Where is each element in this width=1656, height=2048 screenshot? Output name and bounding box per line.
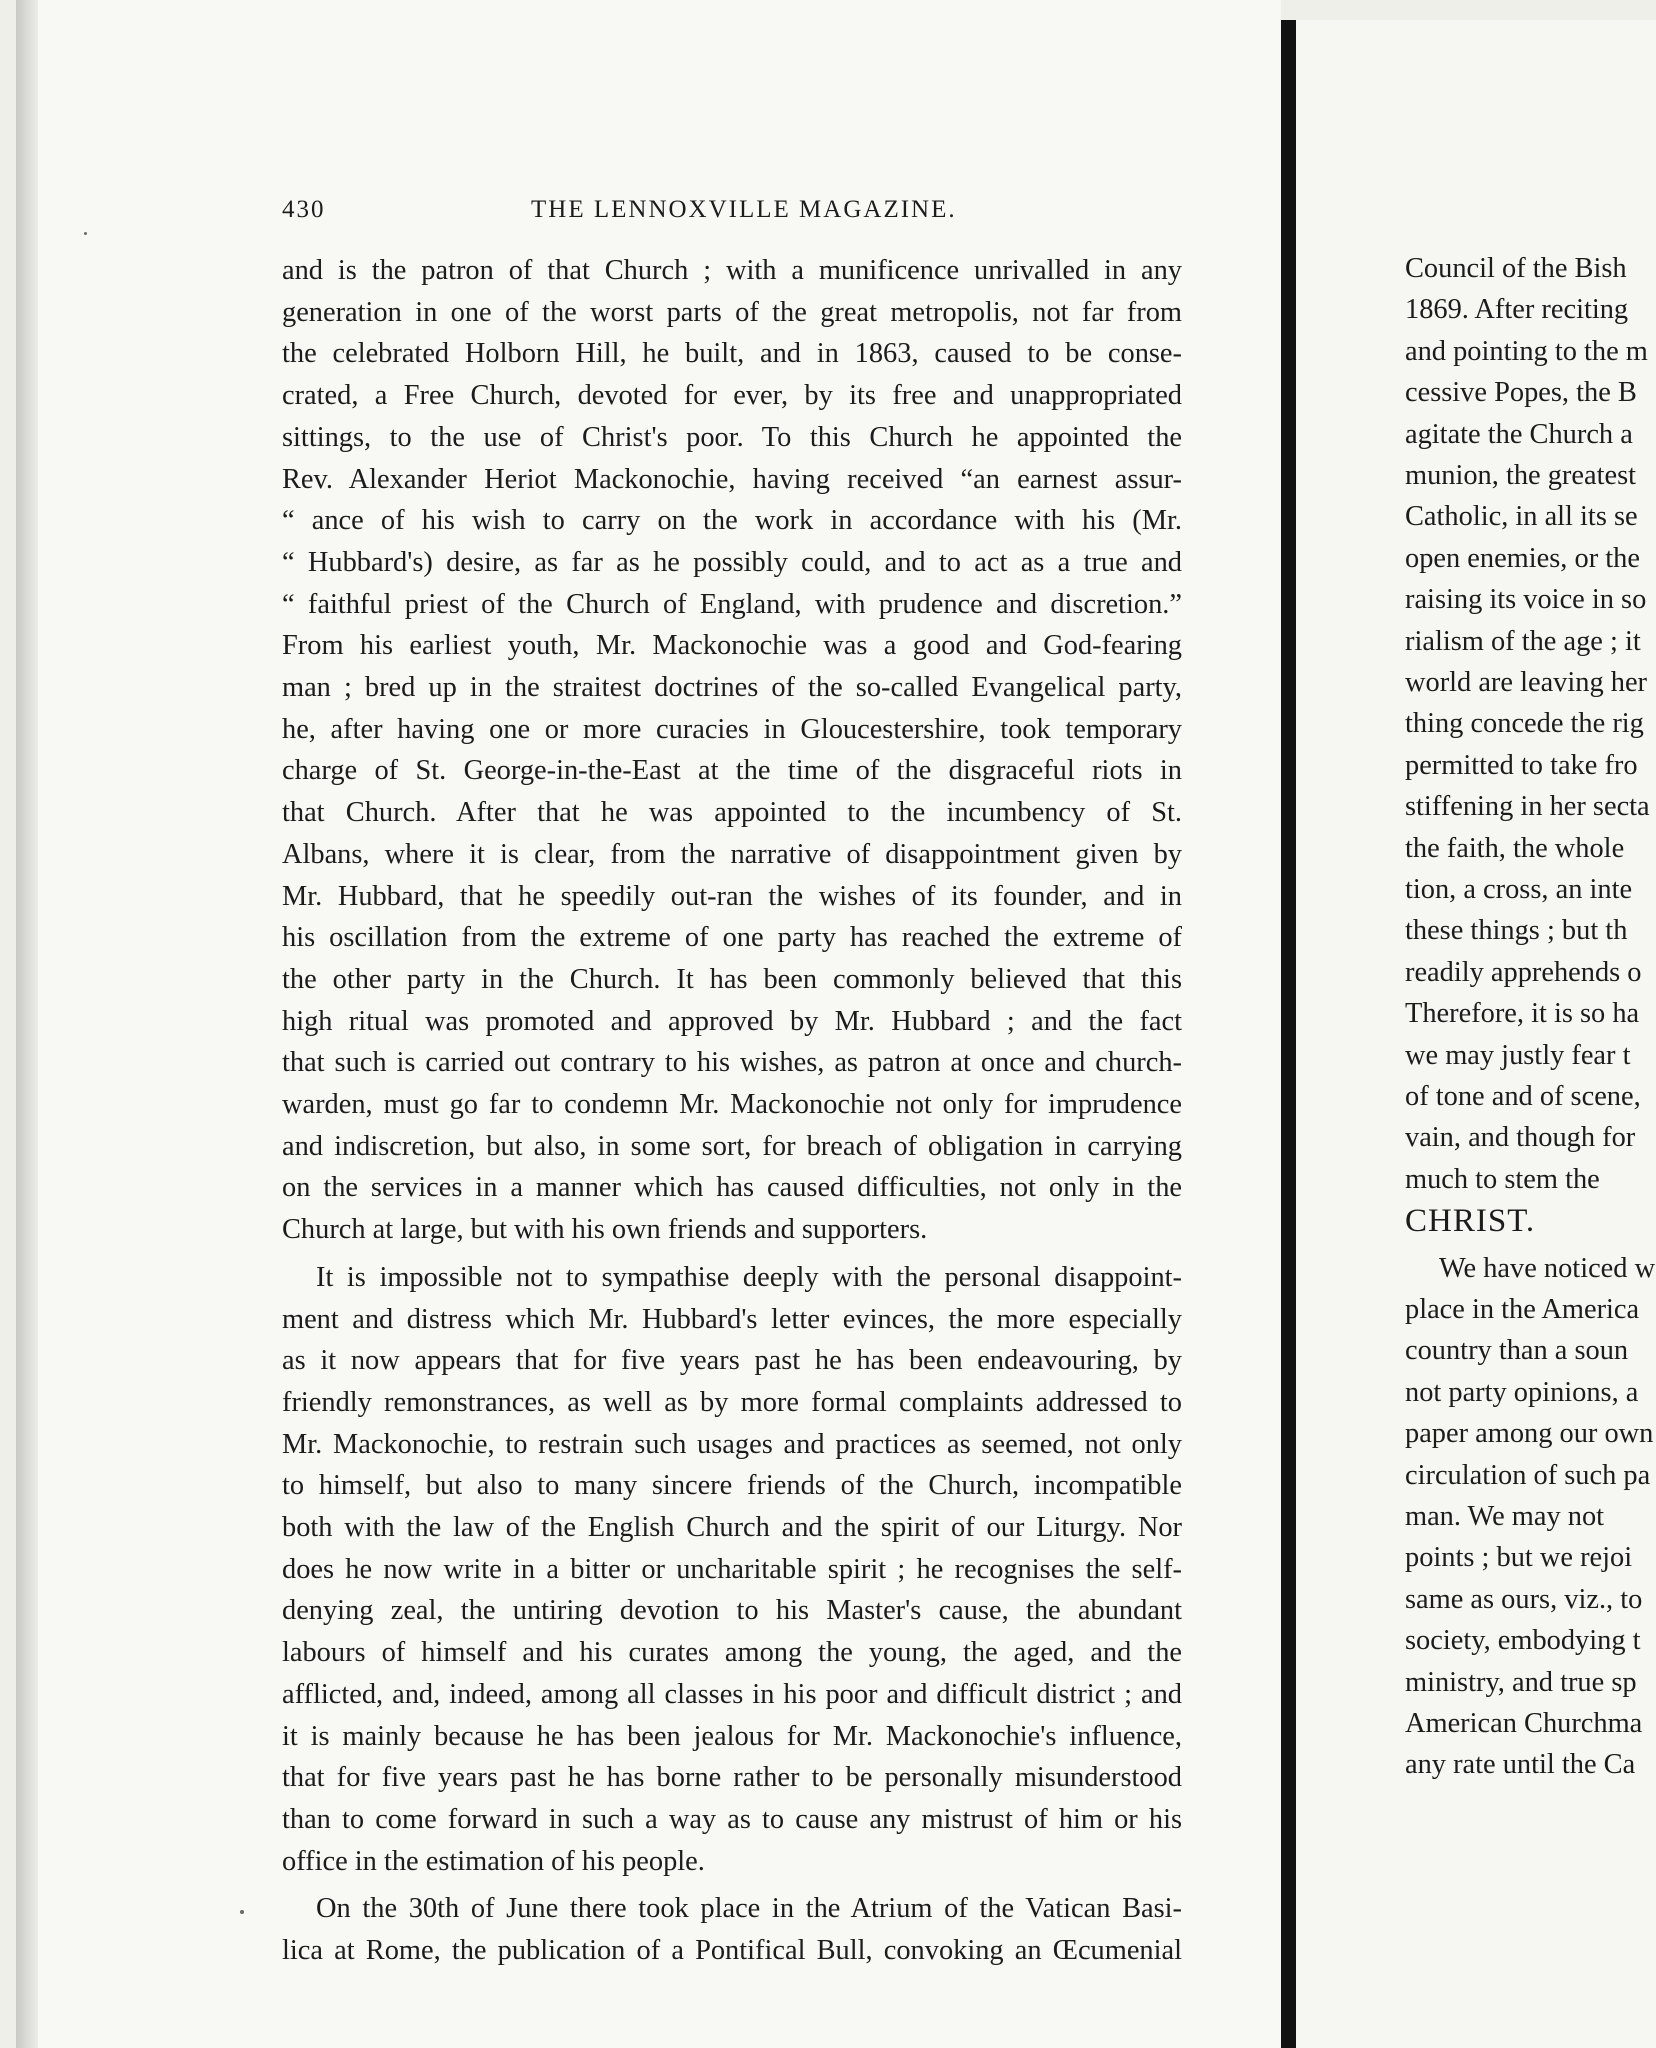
text-line-fragment: agitate the Church a: [1405, 418, 1633, 450]
text-line: and is the patron of that Church ; with a munificence unrivalled in any: [282, 255, 1182, 286]
text-line: that Church. After that he was appointed to the incumbency of St.: [282, 797, 1182, 829]
text-line: warden, must go far to condemn Mr. Mackonochie not only for imprudence: [282, 1089, 1182, 1120]
text-line: “ Hubbard's) desire, as far as he possibly could, and to act as a true and: [282, 546, 1182, 578]
text-line: charge of St. George-in-the-East at the time of the disgraceful riots in: [282, 755, 1182, 787]
text-line: generation in one of the worst parts of the great metropolis, not far from: [282, 296, 1182, 328]
text-line: It is impossible not to sympathise deeply with the personal disappoint-: [316, 1261, 1182, 1293]
text-line-fragment: munion, the greatest: [1405, 460, 1637, 491]
page-edge-shadow: [16, 0, 38, 2048]
text-line: than to come forward in such a way as to cause any mistrust of him or his: [282, 1803, 1182, 1835]
text-line: lica at Rome, the publication of a Pontifical Bull, convoking an Œcumenial: [282, 1935, 1182, 1966]
text-line-fragment: open enemies, or the: [1405, 542, 1640, 574]
text-line: on the services in a manner which has caused difficulties, not only in the: [282, 1172, 1182, 1204]
text-line: it is mainly because he has been jealous for Mr. Mackonochie's influence,: [282, 1720, 1182, 1752]
text-line: denying zeal, the untiring devotion to his Master's cause, the abundant: [282, 1595, 1182, 1627]
text-line-fragment: thing concede the rig: [1405, 708, 1644, 740]
text-line-fragment: of tone and of scene,: [1405, 1081, 1641, 1112]
text-line-fragment: cessive Popes, the B: [1405, 377, 1637, 409]
text-line: friendly remonstrances, as well as by more formal complaints addressed to: [282, 1386, 1182, 1418]
text-line-fragment: vain, and though for: [1405, 1122, 1636, 1154]
text-line-fragment: 1869. After reciting: [1405, 294, 1629, 326]
text-line: “ ance of his wish to carry on the work in accordance with his (Mr.: [282, 505, 1182, 537]
text-line-fragment: tion, a cross, an inte: [1405, 874, 1633, 905]
text-line-fragment: raising its voice in so: [1405, 584, 1647, 616]
text-line: man ; bred up in the straitest doctrines of the so-called Evangelical party,: [282, 672, 1182, 703]
text-line-fragment: we may justly fear t: [1405, 1039, 1631, 1071]
text-line: Mr. Mackonochie, to restrain such usages and practices as seemed, not only: [282, 1428, 1182, 1460]
text-line-fragment: world are leaving her: [1405, 667, 1647, 698]
text-line-fragment: any rate until the Ca: [1405, 1749, 1636, 1781]
text-line: he, after having one or more curacies in Gloucestershire, took temporary: [282, 713, 1182, 745]
text-line-fragment: country than a soun: [1405, 1335, 1629, 1367]
page-header: [282, 196, 1282, 230]
text-line: as it now appears that for five years past he has been endeavouring, by: [282, 1345, 1182, 1377]
text-line-fragment: paper among our own: [1405, 1418, 1654, 1450]
text-line-fragment: Therefore, it is so ha: [1405, 998, 1640, 1030]
text-line: crated, a Free Church, devoted for ever, by its free and unappropriated: [282, 380, 1182, 412]
text-line: Mr. Hubbard, that he speedily out-ran the wishes of its founder, and in: [282, 880, 1182, 912]
text-line: Albans, where it is clear, from the narrative of disappointment given by: [282, 838, 1182, 870]
text-line: sittings, to the use of Christ's poor. To this Church he appointed the: [282, 421, 1182, 453]
text-line: “ faithful priest of the Church of England, with prudence and discretion.”: [282, 588, 1182, 620]
text-line: On the 30th of June there took place in the Atrium of the Vatican Basi-: [316, 1893, 1182, 1925]
text-line: labours of himself and his curates among the young, the aged, and the: [282, 1637, 1182, 1669]
text-line-fragment: ministry, and true sp: [1405, 1666, 1637, 1698]
text-line-fragment: readily apprehends o: [1405, 956, 1642, 988]
text-line: and indiscretion, but also, in some sort, for breach of obligation in carrying: [282, 1130, 1182, 1162]
text-line: his oscillation from the extreme of one party has reached the extreme of: [282, 922, 1182, 954]
text-line-fragment: the faith, the whole: [1405, 832, 1625, 864]
text-line-fragment: same as ours, viz., to: [1405, 1583, 1643, 1615]
text-line: Rev. Alexander Heriot Mackonochie, having received “an earnest assur-: [282, 463, 1182, 495]
text-line: the other party in the Church. It has been commonly believed that this: [282, 963, 1182, 995]
page-number: 430: [282, 196, 326, 223]
text-line-fragment: not party opinions, a: [1405, 1376, 1639, 1408]
text-line-fragment: place in the America: [1405, 1294, 1640, 1325]
text-line: that for five years past he has borne rather to be personally misunderstood: [282, 1762, 1182, 1794]
text-line-fragment: man. We may not: [1405, 1501, 1605, 1532]
text-line: afflicted, and, indeed, among all classes in his poor and difficult district ; and: [282, 1678, 1182, 1710]
text-line-fragment: society, embodying t: [1405, 1625, 1641, 1657]
text-line-fragment: American Churchma: [1405, 1708, 1643, 1739]
text-line-fragment: CHRIST.: [1405, 1203, 1536, 1240]
text-line-fragment: and pointing to the m: [1405, 335, 1648, 367]
text-line-fragment: Council of the Bish: [1405, 253, 1627, 284]
text-line: ment and distress which Mr. Hubbard's letter evinces, the more especially: [282, 1303, 1182, 1335]
text-line: both with the law of the English Church and the spirit of our Liturgy. Nor: [282, 1512, 1182, 1543]
dust-speck: [84, 232, 87, 235]
text-line-fragment: much to stem the: [1405, 1163, 1600, 1195]
text-line-fragment: stiffening in her secta: [1405, 791, 1650, 823]
text-line-fragment: circulation of such pa: [1405, 1459, 1651, 1491]
text-line-fragment: points ; but we rejoi: [1405, 1542, 1633, 1574]
text-line-fragment: Catholic, in all its se: [1405, 501, 1638, 533]
text-line: From his earliest youth, Mr. Mackonochie was a good and God-fearing: [282, 630, 1182, 662]
book-gutter: [1281, 20, 1296, 2048]
text-line-fragment: these things ; but th: [1405, 915, 1628, 947]
running-title: THE LENNOXVILLE MAGAZINE.: [531, 196, 957, 223]
text-line: to himself, but also to many sincere friends of the Church, incompatible: [282, 1470, 1182, 1502]
text-line-fragment: We have noticed w: [1439, 1252, 1656, 1284]
text-line: office in the estimation of his people.: [282, 1845, 705, 1877]
text-line: high ritual was promoted and approved by Mr. Hubbard ; and the fact: [282, 1005, 1182, 1037]
text-line-fragment: permitted to take fro: [1405, 749, 1638, 781]
dust-speck: [240, 1910, 244, 1914]
text-line: does he now write in a bitter or uncharitable spirit ; he recognises the self-: [282, 1553, 1182, 1585]
text-line-fragment: rialism of the age ; it: [1405, 625, 1641, 657]
text-line: Church at large, but with his own friends and supporters.: [282, 1214, 928, 1246]
text-line: the celebrated Holborn Hill, he built, and in 1863, caused to be conse-: [282, 338, 1182, 370]
text-line: that such is carried out contrary to his wishes, as patron at once and church-: [282, 1047, 1182, 1079]
